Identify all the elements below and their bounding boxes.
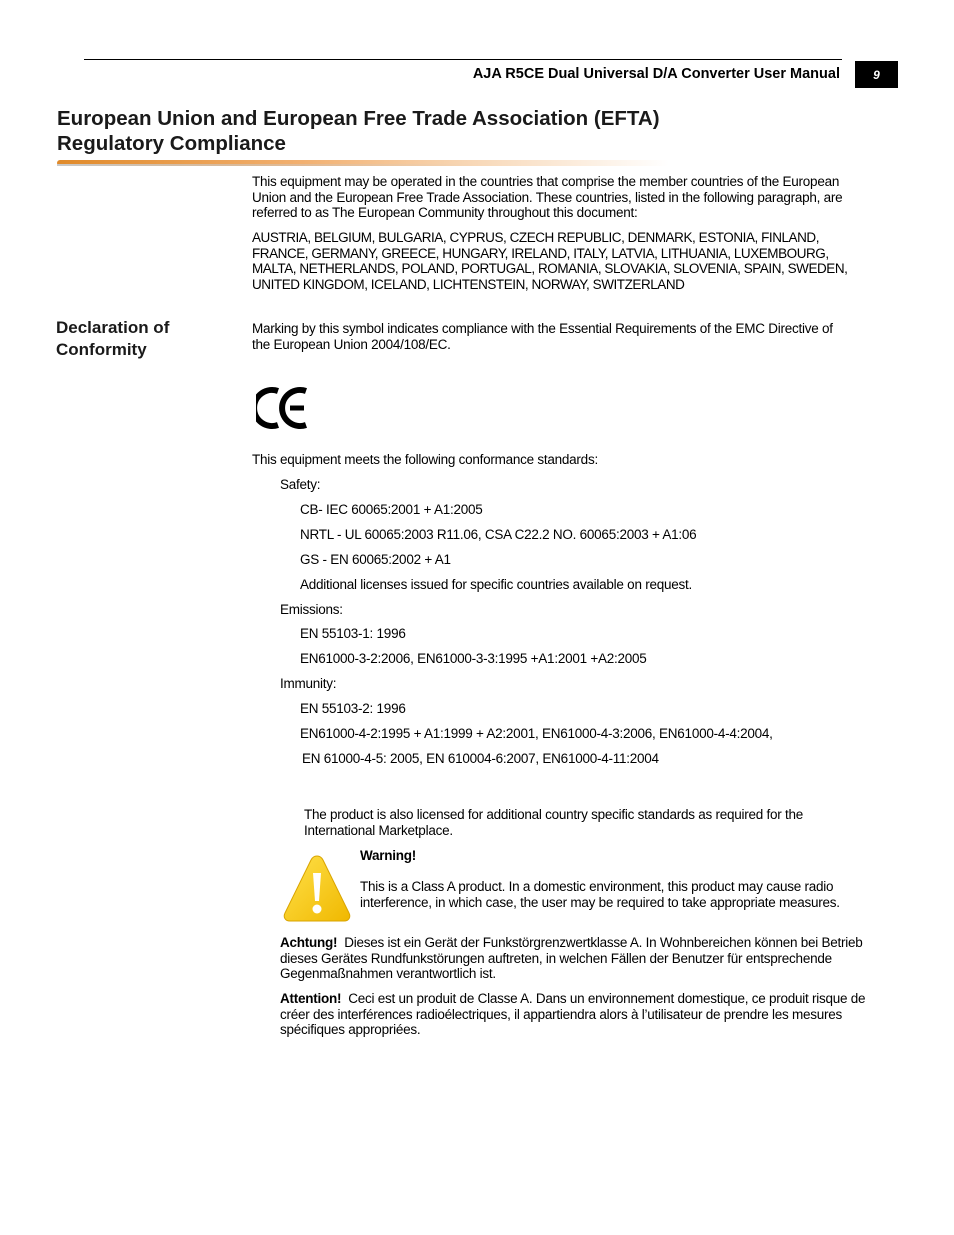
section-title-underline-shadow [57,164,477,166]
immunity-label: Immunity: [280,676,337,691]
french-warning-text: Ceci est un produit de Classe A. Dans un environnement domestique, ce produit risque de créer des interférences radioélectriques, il appartiendra alors à l’utilisateur de prendre les mesures spécifiques appropriées. [280,991,866,1037]
marking-paragraph: Marking by this symbol indicates compliance with the Essential Requirements of the EMC Directive of the European Union 2004/108/EC. [252,321,833,352]
section-title [57,106,660,156]
additional-license-paragraph: The product is also licensed for additional country specific standards as required for the International Marketplace. [304,807,804,838]
immunity-item: EN 61000-4-5: 2005, EN 610004-6:2007, EN61000-4-11:2004 [302,751,659,766]
standards-intro: This equipment meets the following conformance standards: [252,452,598,467]
safety-item: NRTL - UL 60065:2003 R11.06, CSA C22.2 NO. 60065:2003 + A1:06 [300,527,697,542]
german-warning-text: Dieses ist ein Gerät der Funkstörgrenzwertklasse A. In Wohnbereichen können bei Betrieb dieses Gerätes Rundfunkstörungen auftreten, in welchen Fällen der Benutzer für entsprechende Gegenmaßnahmen verantwortlich ist. [280,935,863,981]
safety-item: Additional licenses issued for specific countries available on request. [300,577,692,592]
safety-item: CB- IEC 60065:2001 + A1:2005 [300,502,483,517]
emissions-item: EN61000-3-2:2006, EN61000-3-3:1995 +A1:2001 +A2:2005 [300,651,647,666]
french-warning [280,991,870,1038]
warning-triangle-icon [282,853,352,923]
ce-mark-icon [256,385,312,431]
page-number: 9 [855,61,898,88]
french-warning-label: Attention! [280,991,342,1006]
immunity-item: EN 55103-2: 1996 [300,701,406,716]
section-title-line1: European Union and European Free Trade Association (EFTA) [57,107,660,130]
german-warning-label: Achtung! [280,935,338,950]
safety-label: Safety: [280,477,321,492]
manual-title: AJA R5CE Dual Universal D/A Converter User Manual [472,66,840,82]
warning-title: Warning! [360,848,416,863]
intro-paragraph: This equipment may be operated in the countries that comprise the member countries of the European Union and the European Free Trade Association. These countries, listed in the following paragraph, are referred to as The European Community throughout this document: [252,174,843,220]
immunity-item: EN61000-4-2:1995 + A1:1999 + A2:2001, EN61000-4-3:2006, EN61000-4-4:2004, [300,726,773,741]
header-rule [84,59,842,60]
safety-item: GS - EN 60065:2002 + A1 [300,552,451,567]
german-warning [280,935,870,982]
declaration-heading-line1: Declaration of [56,318,170,337]
emissions-item: EN 55103-1: 1996 [300,626,406,641]
declaration-heading [56,317,169,361]
warning-text: This is a Class A product. In a domestic environment, this product may cause radio interference, in which case, the user may be required to take appropriate measures. [360,879,840,910]
section-title-line2: Regulatory Compliance [57,132,286,155]
emissions-label: Emissions: [280,602,343,617]
declaration-heading-line2: Conformity [56,340,147,359]
countries-paragraph: AUSTRIA, BELGIUM, BULGARIA, CYPRUS, CZECH REPUBLIC, DENMARK, ESTONIA, FINLAND, FRANCE, GERMANY, GREECE, HUNGARY, IRELAND, ITALY, LATVIA, LITHUANIA, LUXEMBOURG, MALTA, NETHERLANDS, POLAND, PORTUGAL, ROMANIA, SLOVAKIA, SLOVENIA, SPAIN, SWEDEN, UNITED KINGDOM, ICELAND, LICHTENSTEIN, NORWAY, SWITZERLAND [252,230,848,292]
